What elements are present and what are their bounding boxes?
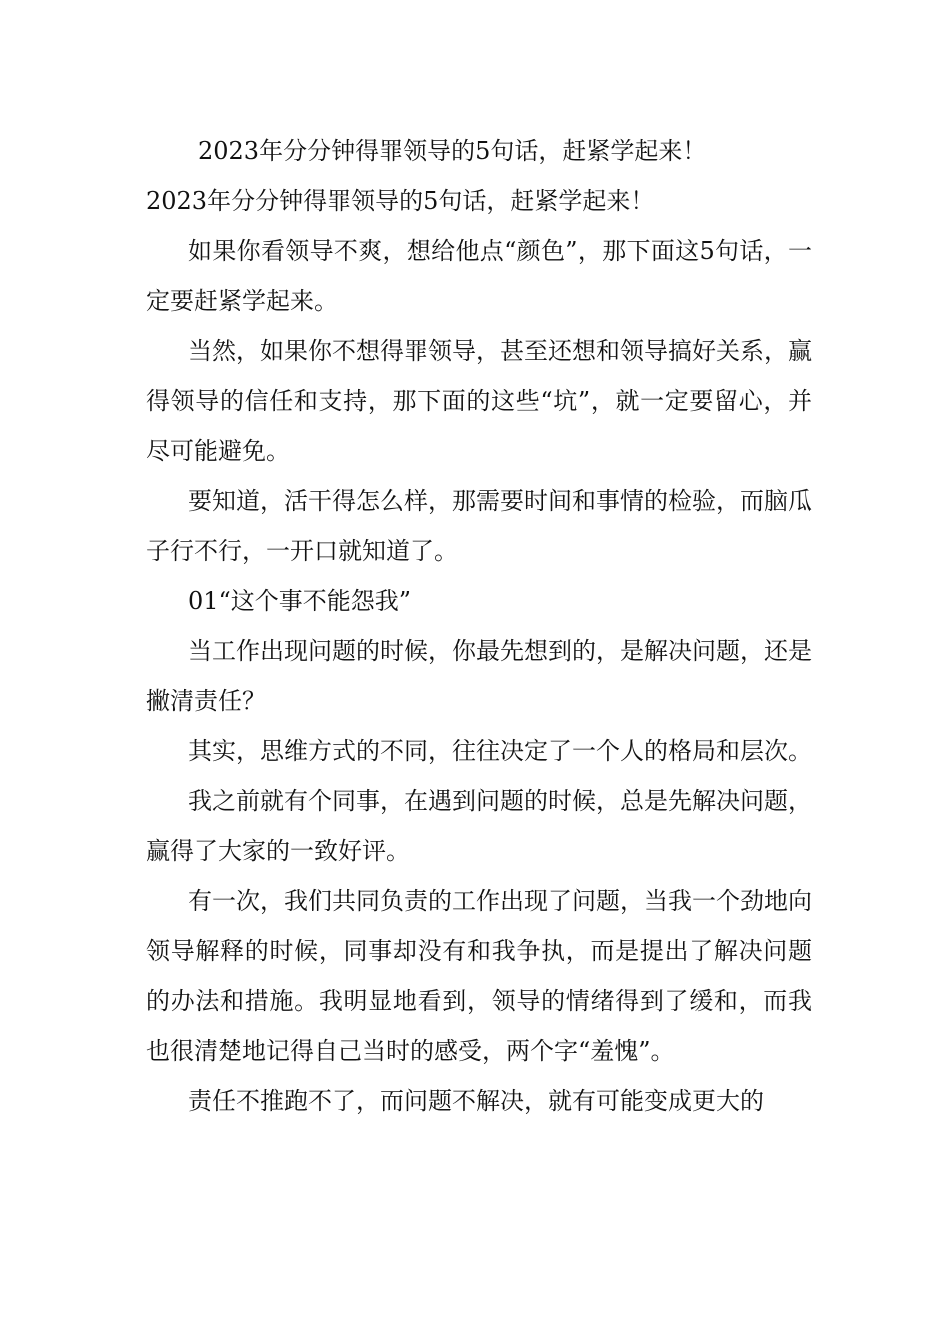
- paragraph-know: 要知道，活干得怎么样，那需要时间和事情的检验，而脑瓜子行不行，一开口就知道了。: [146, 487, 812, 565]
- paragraph-colleague: 我之前就有个同事，在遇到问题的时候，总是先解决问题，赢得了大家的一致好评。: [146, 787, 812, 865]
- paragraph-question: 当工作出现问题的时候，你最先想到的，是解决问题，还是撇清责任？: [146, 637, 812, 715]
- paragraph-intro: 如果你看领导不爽，想给他点“颜色”，那下面这5句话，一定要赶紧学起来。: [146, 237, 812, 315]
- paragraph-responsibility: 责任不推跑不了，而问题不解决，就有可能变成更大的: [188, 1087, 764, 1115]
- document-subtitle: 2023年分分钟得罪领导的5句话，赶紧学起来！: [146, 187, 655, 215]
- paragraph-thinking: 其实，思维方式的不同，往往决定了一个人的格局和层次。: [188, 737, 812, 765]
- document-title: 2023年分分钟得罪领导的5句话，赶紧学起来！: [198, 137, 707, 165]
- paragraph-advice: 当然，如果你不想得罪领导，甚至还想和领导搞好关系，赢得领导的信任和支持，那下面的这些“坑”，就一定要留心，并尽可能避免。: [146, 337, 812, 465]
- document-body: [146, 126, 812, 1126]
- paragraph-story: 有一次，我们共同负责的工作出现了问题，当我一个劲地向领导解释的时候，同事却没有和我争执，而是提出了解决问题的办法和措施。我明显地看到，领导的情绪得到了缓和，而我也很清楚地记得自己当时的感受，两个字“羞愧”。: [146, 887, 812, 1065]
- section-heading-01: 01“这个事不能怨我”: [188, 587, 412, 615]
